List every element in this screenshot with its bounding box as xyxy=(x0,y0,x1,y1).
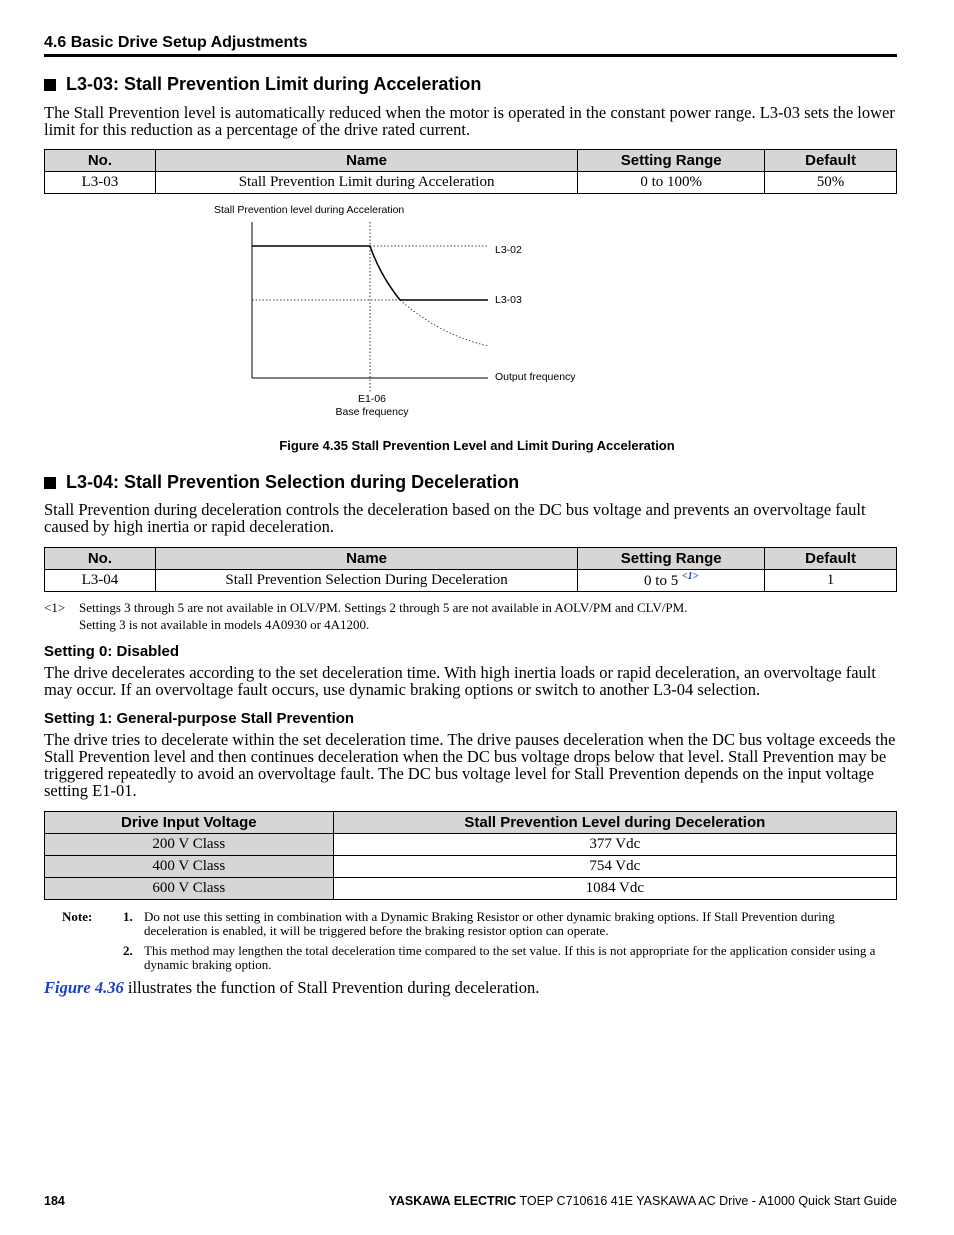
setting-0-heading: Setting 0: Disabled xyxy=(44,643,180,660)
figure-4-36-reference xyxy=(44,979,900,996)
cell-no: L3-03 xyxy=(45,172,156,194)
figure-x-label: Output frequency xyxy=(495,371,576,383)
section-header: 4.6 Basic Drive Setup Adjustments xyxy=(44,34,897,57)
cell-voltage-class: 600 V Class xyxy=(45,878,334,900)
l3-04-heading-text: L3-04: Stall Prevention Selection during Deceleration xyxy=(66,472,520,492)
footnote-ref-link[interactable]: <1> xyxy=(681,571,699,582)
note-item-1-num: 1. xyxy=(123,909,133,924)
unlimited-curve xyxy=(400,300,488,346)
cell-range xyxy=(578,570,765,592)
setting-1-heading: Setting 1: General-purpose Stall Prevention xyxy=(44,710,355,727)
figure-label-l3-02: L3-02 xyxy=(495,244,522,256)
footer-brand: YASKAWA ELECTRIC xyxy=(388,1194,517,1208)
l3-03-intro: The Stall Prevention level is automatically reduced when the motor is operated in the constant power range. L3-03 sets the lower limit for this reduction as a percentage of the drive rated current. xyxy=(44,103,895,139)
cell-voltage-class: 200 V Class xyxy=(45,834,334,856)
col-header-default: Default xyxy=(765,150,897,172)
figure-ref-text: illustrates the function of Stall Prevention during deceleration. xyxy=(123,978,540,997)
cell-stall-level: 377 Vdc xyxy=(333,834,896,856)
table-row xyxy=(45,856,897,878)
footer-doc-info xyxy=(389,1194,897,1208)
note-label: Note: xyxy=(62,909,93,924)
note-item-1-text: Do not use this setting in combination with a Dynamic Braking Resistor or other dynamic braking options. If Stall Prevention during deceleration is enabled, it will be triggered before the braking resistor option can operate. xyxy=(144,909,835,938)
cell-range: 0 to 100% xyxy=(578,172,765,194)
col-header-default: Default xyxy=(765,548,897,570)
figure-label-l3-03: L3-03 xyxy=(495,294,522,306)
note-item-2-text: This method may lengthen the total deceleration time compared to the set value. If this is not appropriate for the application consider using a dynamic braking option. xyxy=(144,943,876,972)
footnote-line-1: Settings 3 through 5 are not available in OLV/PM. Settings 2 through 5 are not available in AOLV/PM and CLV/PM. xyxy=(79,600,688,615)
footnote-marker: <1> xyxy=(44,600,66,615)
cell-voltage-class: 400 V Class xyxy=(45,856,334,878)
table-row xyxy=(45,570,897,592)
col-header-no: No. xyxy=(45,150,156,172)
footnote-line-2: Setting 3 is not available in models 4A0930 or 4A1200. xyxy=(79,617,370,632)
cell-default: 50% xyxy=(765,172,897,194)
figure-caption: Figure 4.35 Stall Prevention Level and Limit During Acceleration xyxy=(279,438,675,453)
table-row xyxy=(45,834,897,856)
l3-04-heading xyxy=(44,472,519,493)
cell-stall-level: 754 Vdc xyxy=(333,856,896,878)
l3-04-intro: Stall Prevention during deceleration controls the deceleration based on the DC bus voltage and prevents an overvoltage fault caused by high inertia or rapid deceleration. xyxy=(44,500,866,536)
col-header-stall-level: Stall Prevention Level during Deceleration xyxy=(333,812,896,834)
reduction-curve xyxy=(370,246,400,300)
l3-04-parameter-table xyxy=(44,547,897,592)
note-item-2-num: 2. xyxy=(123,943,133,958)
figure-y-label: Stall Prevention level during Acceleration xyxy=(214,204,405,216)
page-number: 184 xyxy=(44,1194,65,1208)
col-header-input-voltage: Drive Input Voltage xyxy=(45,812,334,834)
cell-no: L3-04 xyxy=(45,570,156,592)
stall-prevention-figure xyxy=(0,0,954,440)
col-header-range: Setting Range xyxy=(578,548,765,570)
figure-4-36-link[interactable]: Figure 4.36 xyxy=(44,978,124,997)
cell-range-text: 0 to 5 xyxy=(644,573,679,589)
col-header-name: Name xyxy=(155,548,577,570)
footer-doc-title: TOEP C710616 41E YASKAWA AC Drive - A1000 Quick Start Guide xyxy=(516,1194,897,1208)
table-row xyxy=(45,878,897,900)
cell-stall-level: 1084 Vdc xyxy=(333,878,896,900)
figure-base-label-2: Base frequency xyxy=(335,406,409,418)
cell-name: Stall Prevention Limit during Acceleration xyxy=(155,172,577,194)
voltage-table xyxy=(44,811,897,900)
l3-03-heading-text: L3-03: Stall Prevention Limit during Acceleration xyxy=(66,74,482,94)
cell-name: Stall Prevention Selection During Deceleration xyxy=(155,570,577,592)
col-header-range: Setting Range xyxy=(578,150,765,172)
bullet-square-icon xyxy=(44,477,56,489)
setting-0-text: The drive decelerates according to the set deceleration time. With high inertia loads or rapid deceleration, an overvoltage fault may occur. If an overvoltage fault occurs, use dynamic braking options or switch to another L3-04 selection. xyxy=(44,663,876,699)
figure-base-label-1: E1-06 xyxy=(357,393,387,405)
cell-default: 1 xyxy=(765,570,897,592)
col-header-no: No. xyxy=(45,548,156,570)
col-header-name: Name xyxy=(155,150,577,172)
setting-1-text: The drive tries to decelerate within the set deceleration time. The drive pauses deceleration when the DC bus voltage exceeds the Stall Prevention level and then continues deceleration when the DC bus voltage drops below that level. Stall Prevention may be triggered repeatedly to avoid an overvoltage fault. The DC bus voltage level for Stall Prevention depends on the input voltage setting E1-01. xyxy=(44,730,896,800)
